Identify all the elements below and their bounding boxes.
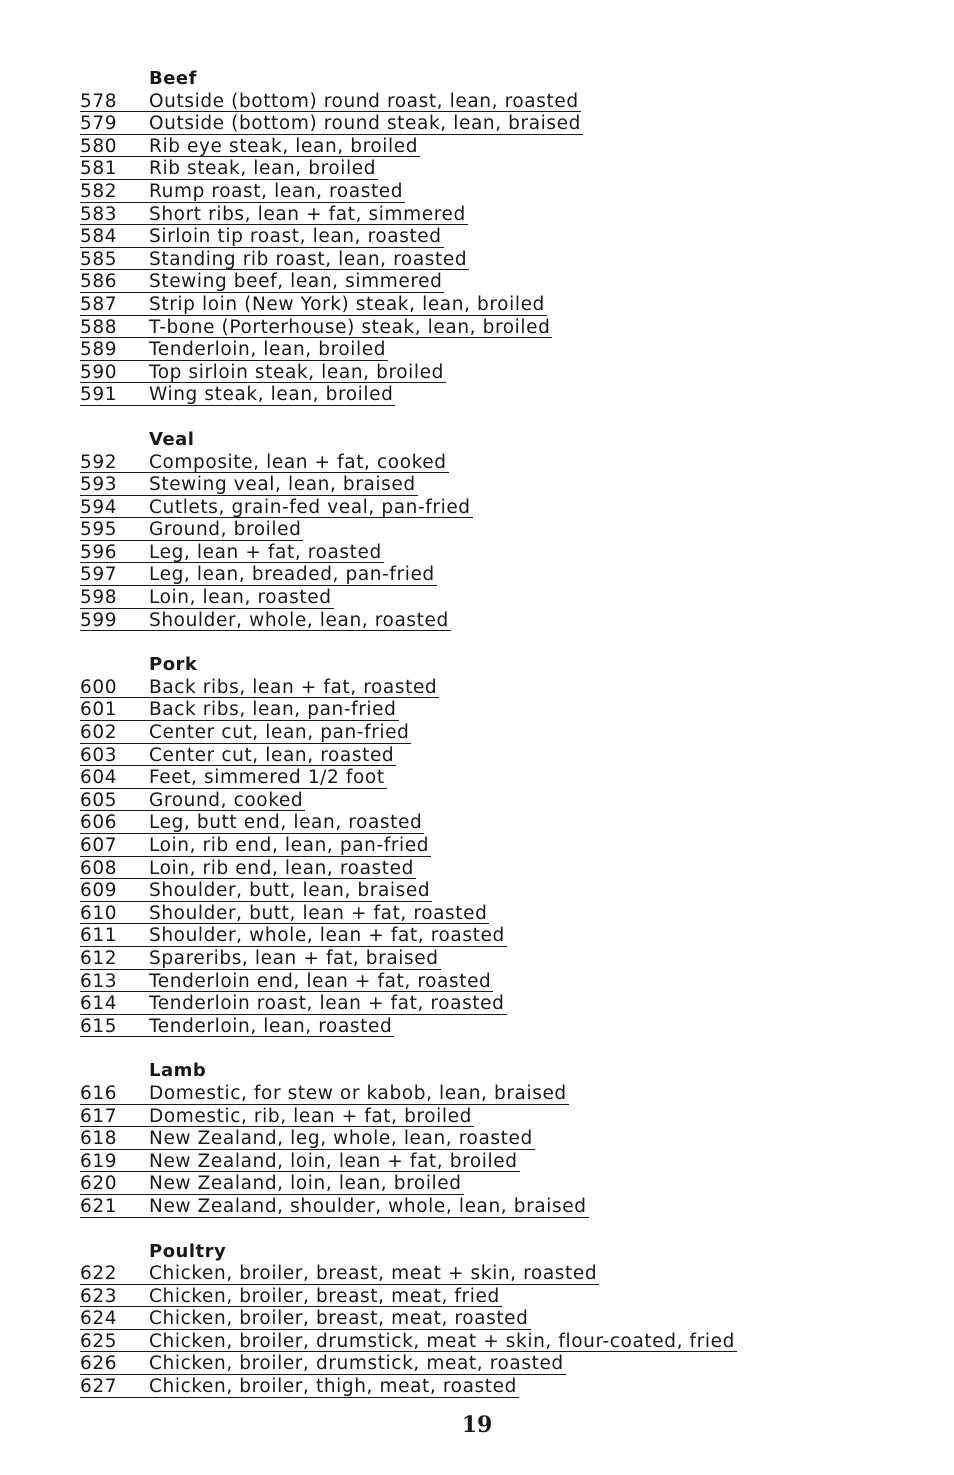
- list-row: [80, 1106, 880, 1129]
- list-row: [80, 384, 880, 407]
- list-row: [80, 903, 880, 926]
- item-label: Chicken, broiler, drumstick, meat, roasted: [149, 1353, 564, 1375]
- list-row: [80, 564, 880, 587]
- item-number: 585: [80, 248, 118, 270]
- item-label: Chicken, broiler, breast, meat + skin, roasted: [149, 1263, 598, 1285]
- item-label: Chicken, broiler, thigh, meat, roasted: [149, 1376, 517, 1398]
- food-link[interactable]: [80, 767, 387, 790]
- item-number: 598: [80, 587, 118, 609]
- food-link[interactable]: [80, 587, 334, 610]
- item-number: 582: [80, 180, 118, 202]
- food-link[interactable]: [80, 452, 449, 475]
- list-row: [80, 339, 880, 362]
- list-row: [80, 1016, 880, 1039]
- item-number: 604: [80, 767, 118, 789]
- list-row: [80, 880, 880, 903]
- food-link[interactable]: [80, 294, 547, 317]
- item-number: 599: [80, 609, 118, 631]
- item-number: 590: [80, 361, 118, 383]
- list-row: [80, 812, 880, 835]
- list-row: [80, 790, 880, 813]
- item-number: 614: [80, 993, 118, 1015]
- food-link[interactable]: [80, 971, 493, 994]
- item-number: 596: [80, 541, 118, 563]
- item-label: Ground, cooked: [149, 789, 304, 811]
- item-number: 592: [80, 451, 118, 473]
- list-row: [80, 362, 880, 385]
- food-link[interactable]: [80, 745, 396, 768]
- section-heading: Poultry: [149, 1240, 227, 1262]
- food-link[interactable]: [80, 519, 303, 542]
- item-label: Tenderloin end, lean + fat, roasted: [149, 970, 492, 992]
- item-label: Loin, lean, roasted: [149, 587, 332, 609]
- item-number: 597: [80, 564, 118, 586]
- list-row: [80, 587, 880, 610]
- item-label: Outside (bottom) round steak, lean, braised: [149, 113, 581, 135]
- item-label: Shoulder, whole, lean + fat, roasted: [149, 925, 505, 947]
- food-link[interactable]: [80, 1196, 589, 1219]
- food-link[interactable]: [80, 317, 552, 340]
- food-link[interactable]: [80, 1308, 531, 1331]
- item-label: T-bone (Porterhouse) steak, lean, broiled: [149, 316, 551, 338]
- item-number: 620: [80, 1173, 118, 1195]
- item-label: Standing rib roast, lean, roasted: [149, 248, 468, 270]
- list-row: [80, 519, 880, 542]
- item-number: 578: [80, 90, 118, 112]
- food-link[interactable]: [80, 722, 411, 745]
- item-number: 618: [80, 1128, 118, 1150]
- list-row: [80, 925, 880, 948]
- item-label: Leg, butt end, lean, roasted: [149, 812, 423, 834]
- item-number: 610: [80, 902, 118, 924]
- list-row: [80, 91, 880, 114]
- item-number: 605: [80, 789, 118, 811]
- list-row: [80, 204, 880, 227]
- item-number: 617: [80, 1105, 118, 1127]
- list-row: [80, 610, 880, 633]
- food-link[interactable]: [80, 474, 418, 497]
- item-label: Tenderloin, lean, broiled: [149, 339, 387, 361]
- list-row: [80, 767, 880, 790]
- list-row: [80, 1263, 880, 1286]
- list-row: [80, 317, 880, 340]
- item-number: 580: [80, 135, 118, 157]
- item-number: 625: [80, 1330, 118, 1352]
- list-row: [80, 113, 880, 136]
- item-label: Short ribs, lean + fat, simmered: [149, 203, 466, 225]
- item-number: 586: [80, 271, 118, 293]
- item-label: Tenderloin, lean, roasted: [149, 1015, 393, 1037]
- item-number: 624: [80, 1308, 118, 1330]
- item-number: 613: [80, 970, 118, 992]
- food-link[interactable]: [80, 339, 388, 362]
- food-link[interactable]: [80, 113, 583, 136]
- item-number: 588: [80, 316, 118, 338]
- item-label: New Zealand, loin, lean + fat, broiled: [149, 1150, 518, 1172]
- item-label: Stewing beef, lean, simmered: [149, 271, 443, 293]
- item-number: 627: [80, 1376, 118, 1398]
- item-number: 612: [80, 947, 118, 969]
- item-label: Rib steak, lean, broiled: [149, 158, 377, 180]
- list-row: [80, 699, 880, 722]
- item-number: 581: [80, 158, 118, 180]
- section-veal: [80, 429, 880, 632]
- item-label: Domestic, for stew or kabob, lean, braised: [149, 1082, 567, 1104]
- item-label: Stewing veal, lean, braised: [149, 474, 416, 496]
- list-row: [80, 452, 880, 475]
- food-link[interactable]: [80, 91, 581, 114]
- food-link[interactable]: [80, 1263, 599, 1286]
- item-label: Domestic, rib, lean + fat, broiled: [149, 1105, 472, 1127]
- section-beef: [80, 68, 880, 407]
- item-label: Outside (bottom) round roast, lean, roasted: [149, 90, 579, 112]
- item-label: Rib eye steak, lean, broiled: [149, 135, 419, 157]
- food-link[interactable]: [80, 677, 439, 700]
- food-link[interactable]: [80, 1106, 474, 1129]
- list-row: [80, 136, 880, 159]
- item-label: Center cut, lean, pan-fried: [149, 722, 410, 744]
- item-number: 579: [80, 113, 118, 135]
- food-link[interactable]: [80, 384, 395, 407]
- food-link[interactable]: [80, 1331, 737, 1354]
- food-link[interactable]: [80, 362, 446, 385]
- food-link[interactable]: [80, 497, 473, 520]
- list-row: [80, 226, 880, 249]
- section-heading: Pork: [149, 654, 198, 676]
- food-link[interactable]: [80, 1128, 535, 1151]
- item-number: 587: [80, 293, 118, 315]
- list-row: [80, 1151, 880, 1174]
- food-link[interactable]: [80, 1173, 464, 1196]
- food-link[interactable]: [80, 158, 378, 181]
- section-heading: Beef: [149, 68, 197, 89]
- list-row: [80, 722, 880, 745]
- food-link[interactable]: [80, 790, 305, 813]
- food-link[interactable]: [80, 699, 399, 722]
- food-list-document: [80, 68, 880, 1421]
- item-label: Composite, lean + fat, cooked: [149, 451, 447, 473]
- list-row: [80, 1173, 880, 1196]
- item-label: Tenderloin roast, lean + fat, roasted: [149, 993, 505, 1015]
- item-label: Loin, rib end, lean, roasted: [149, 857, 414, 879]
- list-row: [80, 1196, 880, 1219]
- list-row: [80, 948, 880, 971]
- food-link[interactable]: [80, 271, 444, 294]
- item-label: Back ribs, lean + fat, roasted: [149, 676, 438, 698]
- section-heading: Veal: [149, 428, 195, 450]
- food-link[interactable]: [80, 610, 451, 633]
- food-link[interactable]: [80, 564, 437, 587]
- item-number: 591: [80, 384, 118, 406]
- item-number: 608: [80, 857, 118, 879]
- list-row: [80, 993, 880, 1016]
- food-link[interactable]: [80, 204, 468, 227]
- item-label: Leg, lean + fat, roasted: [149, 541, 382, 563]
- food-link[interactable]: [80, 903, 489, 926]
- item-label: Sirloin tip roast, lean, roasted: [149, 226, 442, 248]
- list-row: [80, 1128, 880, 1151]
- list-row: [80, 1376, 880, 1399]
- section-poultry: [80, 1241, 880, 1399]
- item-label: Ground, broiled: [149, 519, 302, 541]
- item-label: Top sirloin steak, lean, broiled: [149, 361, 444, 383]
- list-row: [80, 158, 880, 181]
- list-row: [80, 1353, 880, 1376]
- item-label: Strip loin (New York) steak, lean, broiled: [149, 293, 545, 315]
- item-number: 607: [80, 835, 118, 856]
- list-row: [80, 1286, 880, 1309]
- food-link[interactable]: [80, 993, 507, 1016]
- item-number: 584: [80, 226, 118, 248]
- item-number: 626: [80, 1353, 118, 1375]
- food-link[interactable]: [80, 858, 416, 881]
- list-row: [80, 1331, 880, 1354]
- item-label: Shoulder, butt, lean + fat, roasted: [149, 902, 488, 924]
- section-lamb: [80, 1060, 880, 1218]
- item-label: Spareribs, lean + fat, braised: [149, 947, 439, 969]
- item-label: Cutlets, grain-fed veal, pan-fried: [149, 496, 471, 518]
- item-number: 600: [80, 676, 118, 698]
- item-number: 601: [80, 699, 118, 721]
- item-number: 595: [80, 519, 118, 541]
- item-number: 602: [80, 722, 118, 744]
- item-number: 593: [80, 474, 118, 496]
- food-link[interactable]: [80, 1083, 569, 1106]
- list-row: [80, 249, 880, 272]
- item-label: New Zealand, leg, whole, lean, roasted: [149, 1128, 533, 1150]
- food-link[interactable]: [80, 136, 420, 159]
- list-row: [80, 294, 880, 317]
- list-row: [80, 745, 880, 768]
- food-link[interactable]: [80, 880, 432, 903]
- item-number: 603: [80, 744, 118, 766]
- item-number: 594: [80, 496, 118, 518]
- item-label: Rump roast, lean, roasted: [149, 180, 404, 202]
- item-number: 589: [80, 339, 118, 361]
- item-number: 621: [80, 1195, 118, 1217]
- food-link[interactable]: [80, 226, 444, 249]
- item-label: Feet, simmered 1/2 foot: [149, 767, 385, 789]
- item-number: 611: [80, 925, 118, 947]
- food-link[interactable]: [80, 948, 441, 971]
- food-link[interactable]: [80, 925, 507, 948]
- food-link[interactable]: [80, 249, 469, 272]
- item-label: Loin, rib end, lean, pan-fried: [149, 835, 430, 856]
- item-number: 619: [80, 1150, 118, 1172]
- list-row: [80, 271, 880, 294]
- food-link[interactable]: [80, 1353, 566, 1376]
- item-label: Wing steak, lean, broiled: [149, 384, 394, 406]
- list-row: [80, 677, 880, 700]
- item-number: 583: [80, 203, 118, 225]
- item-number: 615: [80, 1015, 118, 1037]
- item-label: Center cut, lean, roasted: [149, 744, 395, 766]
- item-number: 622: [80, 1263, 118, 1285]
- item-label: Shoulder, whole, lean, roasted: [149, 609, 449, 631]
- list-row: [80, 971, 880, 994]
- list-row: [80, 474, 880, 497]
- item-label: Chicken, broiler, breast, meat, roasted: [149, 1308, 529, 1330]
- list-row: [80, 835, 880, 858]
- food-link[interactable]: [80, 1286, 502, 1309]
- item-number: 616: [80, 1082, 118, 1104]
- item-label: New Zealand, loin, lean, broiled: [149, 1173, 462, 1195]
- food-link[interactable]: [80, 181, 405, 204]
- list-row: [80, 181, 880, 204]
- item-number: 623: [80, 1285, 118, 1307]
- item-label: Chicken, broiler, drumstick, meat + skin, flour-coated, fried: [149, 1330, 735, 1352]
- food-link[interactable]: [80, 542, 384, 565]
- list-row: [80, 1083, 880, 1106]
- food-link[interactable]: [80, 1376, 519, 1399]
- section-pork: [80, 654, 880, 1038]
- item-label: Leg, lean, breaded, pan-fried: [149, 564, 435, 586]
- list-row: [80, 1308, 880, 1331]
- food-link[interactable]: [80, 812, 424, 835]
- item-number: 609: [80, 880, 118, 902]
- item-label: Chicken, broiler, breast, meat, fried: [149, 1285, 500, 1307]
- item-label: Shoulder, butt, lean, braised: [149, 880, 431, 902]
- list-row: [80, 497, 880, 520]
- food-link[interactable]: [80, 1016, 394, 1039]
- item-label: New Zealand, shoulder, whole, lean, braised: [149, 1195, 587, 1217]
- list-row: [80, 542, 880, 565]
- section-heading: Lamb: [149, 1060, 207, 1082]
- food-link[interactable]: [80, 1151, 520, 1174]
- list-row: [80, 858, 880, 881]
- food-link[interactable]: [80, 835, 431, 858]
- item-number: 606: [80, 812, 118, 834]
- page-number: 19: [461, 1412, 493, 1438]
- item-label: Back ribs, lean, pan-fried: [149, 699, 397, 721]
